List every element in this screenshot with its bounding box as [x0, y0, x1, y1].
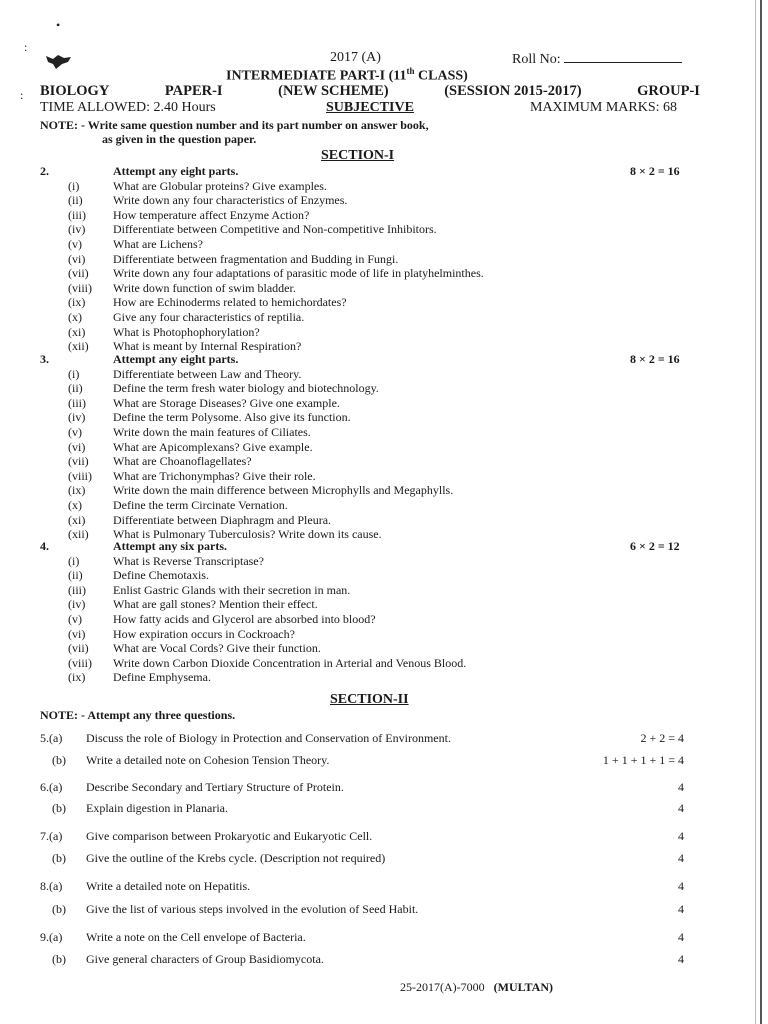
part-text: Differentiate between fragmentation and Budding in Fungi.	[113, 251, 399, 266]
group: GROUP-I	[637, 83, 700, 99]
part-number: (i)	[68, 366, 80, 381]
part-text: How fatty acids and Glycerol are absorbed into blood?	[113, 612, 376, 626]
board-logo-icon	[44, 50, 74, 72]
long-question-text: Write a detailed note on Hepatitis.	[86, 879, 251, 893]
long-question-marks: 4	[678, 930, 684, 944]
question-heading: Attempt any six parts.	[113, 539, 227, 553]
part-number: (i)	[68, 178, 80, 193]
paper-city: (MULTAN)	[493, 980, 553, 994]
part-text: How expiration occurs in Cockroach?	[113, 626, 295, 641]
scan-speck: :	[24, 40, 28, 54]
part-text: Define Chemotaxis.	[113, 568, 209, 583]
time-allowed: TIME ALLOWED: 2.40 Hours	[40, 100, 216, 115]
exam-title	[226, 66, 468, 85]
paper-footer	[400, 980, 553, 995]
scheme: (NEW SCHEME)	[278, 83, 389, 99]
part-number: (vi)	[68, 626, 86, 641]
part-text: How are Echinoderms related to hemichordates?	[113, 295, 347, 310]
part-text: Differentiate between Law and Theory.	[113, 366, 302, 381]
part-number: (vii)	[68, 641, 89, 656]
long-question-marks: 4	[678, 902, 684, 916]
part-number: (iii)	[68, 395, 86, 410]
part-number: (ix)	[68, 295, 86, 310]
long-question-label: (b)	[52, 851, 66, 865]
part-text: Differentiate between Diaphragm and Pleura.	[113, 512, 332, 527]
part-number: (v)	[68, 237, 82, 251]
question-number: 3.	[40, 352, 49, 366]
part-number: (iv)	[68, 597, 86, 612]
long-question-label: 5.(a)	[40, 731, 63, 745]
part-text: Write down Carbon Dioxide Concentration in Arterial and Venous Blood.	[113, 655, 467, 670]
roll-number	[512, 50, 682, 68]
long-question-label: 9.(a)	[40, 930, 63, 944]
part-text: What is Photophophorylation?	[113, 324, 260, 339]
part-number: (x)	[68, 310, 82, 324]
long-question-label: (b)	[52, 952, 66, 966]
part-number: (ii)	[68, 568, 83, 583]
part-text: What are Trichonymphas? Give their role.	[113, 468, 316, 483]
long-question-label: 7.(a)	[40, 829, 63, 843]
long-question-marks: 4	[678, 780, 684, 794]
part-text: What are Apicomplexans? Give example.	[113, 439, 313, 454]
paper-code: 25-2017(A)-7000	[400, 980, 485, 994]
part-number: (xi)	[68, 512, 86, 527]
scan-edge-inner	[755, 0, 756, 1024]
part-text: What is Pulmonary Tuberculosis? Write down its cause.	[113, 527, 382, 542]
part-number: (viii)	[68, 655, 92, 670]
part-text: What are Choanoflagellates?	[113, 454, 252, 469]
title-main: INTERMEDIATE PART-I (11	[226, 68, 407, 84]
part-number: (xii)	[68, 527, 89, 542]
part-text: Write down any four characteristics of Enzymes.	[113, 193, 348, 208]
long-question-marks: 2 + 2 = 4	[640, 731, 684, 745]
part-number: (v)	[68, 425, 82, 439]
part-number: (vi)	[68, 439, 86, 454]
part-number: (xi)	[68, 324, 86, 339]
question-number: 4.	[40, 539, 49, 553]
instruction-note: NOTE: - Write same question number and its part number on answer book,	[40, 118, 429, 132]
part-number: (vii)	[68, 266, 89, 281]
part-number: (i)	[68, 553, 80, 568]
part-text: What are Vocal Cords? Give their function.	[113, 641, 321, 656]
scan-edge	[760, 0, 762, 1024]
exam-year: 2017 (A)	[330, 50, 381, 65]
part-text: Define the term Circinate Vernation.	[113, 498, 288, 512]
long-question-text: Give the list of various steps involved in the evolution of Seed Habit.	[86, 902, 419, 916]
part-number: (viii)	[68, 280, 92, 295]
long-question-marks: 4	[678, 829, 684, 843]
part-text: Write down the main features of Ciliates.	[113, 425, 311, 439]
part-text: What are Lichens?	[113, 237, 203, 251]
long-question-text: Give general characters of Group Basidiomycota.	[86, 952, 324, 966]
part-text: Write down function of swim bladder.	[113, 280, 296, 295]
part-text: What are Storage Diseases? Give one example.	[113, 395, 340, 410]
section-2-title: SECTION-II	[330, 692, 409, 707]
part-number: (ii)	[68, 381, 83, 396]
long-question-marks: 4	[678, 801, 684, 815]
part-text: Define Emphysema.	[113, 670, 211, 685]
paper: PAPER-I	[164, 83, 223, 99]
long-question-text: Give comparison between Prokaryotic and Eukaryotic Cell.	[86, 829, 373, 843]
long-question-marks: 4	[678, 851, 684, 865]
part-text: What are gall stones? Mention their effect.	[113, 597, 318, 612]
long-question-label: (b)	[52, 801, 66, 815]
part-number: (ix)	[68, 483, 86, 498]
question-marks: 6 × 2 = 12	[630, 539, 680, 553]
question-heading: Attempt any eight parts.	[113, 352, 239, 366]
part-text: Define the term fresh water biology and biotechnology.	[113, 381, 379, 396]
long-question-marks: 4	[678, 952, 684, 966]
part-number: (ii)	[68, 193, 83, 208]
long-question-text: Explain digestion in Planaria.	[86, 801, 228, 815]
part-text: Write down the main difference between Microphylls and Megaphylls.	[113, 483, 454, 498]
part-number: (iii)	[68, 582, 86, 597]
part-number: (iii)	[68, 207, 86, 222]
part-number: (ix)	[68, 670, 86, 685]
long-question-label: 6.(a)	[40, 780, 63, 794]
title-tail: CLASS)	[414, 68, 468, 84]
question-heading: Attempt any eight parts.	[113, 164, 239, 178]
roll-label: Roll No:	[512, 52, 561, 67]
part-text: Give any four characteristics of reptilia.	[113, 310, 305, 324]
part-text: How temperature affect Enzyme Action?	[113, 207, 310, 222]
long-question-text: Discuss the role of Biology in Protection and Conservation of Environment.	[86, 731, 451, 745]
part-number: (v)	[68, 612, 82, 626]
long-question-label: (b)	[52, 902, 66, 916]
subject: BIOLOGY	[40, 83, 110, 99]
long-question-text: Describe Secondary and Tertiary Structure of Protein.	[86, 780, 344, 794]
long-question-marks: 1 + 1 + 1 + 1 = 4	[602, 753, 684, 767]
paper-info-row	[40, 83, 700, 100]
long-question-text: Write a detailed note on Cohesion Tension Theory.	[86, 753, 330, 767]
part-text: Differentiate between Competitive and Non-competitive Inhibitors.	[113, 222, 437, 237]
question-marks: 8 × 2 = 16	[630, 164, 680, 178]
part-number: (iv)	[68, 222, 86, 237]
part-number: (iv)	[68, 410, 86, 425]
part-number: (vii)	[68, 454, 89, 469]
roll-number-blank	[564, 50, 682, 63]
maximum-marks: MAXIMUM MARKS: 68	[530, 100, 678, 115]
part-number: (viii)	[68, 468, 92, 483]
section-2-note: NOTE: - Attempt any three questions.	[40, 708, 236, 722]
instruction-note-cont: as given in the question paper.	[102, 132, 257, 146]
part-number: (vi)	[68, 251, 86, 266]
long-question-text: Give the outline of the Krebs cycle. (Description not required)	[86, 851, 386, 865]
long-question-label: 8.(a)	[40, 879, 63, 893]
scan-speck: •	[56, 18, 61, 32]
long-question-marks: 4	[678, 879, 684, 893]
part-text: What is meant by Internal Respiration?	[113, 339, 302, 354]
part-text: What is Reverse Transcriptase?	[113, 553, 264, 568]
part-text: What are Globular proteins? Give examples.	[113, 178, 327, 193]
long-question-text: Write a note on the Cell envelope of Bacteria.	[86, 930, 306, 944]
section-1-title: SECTION-I	[321, 148, 395, 163]
part-number: (x)	[68, 498, 82, 512]
question-number: 2.	[40, 164, 49, 178]
session: (SESSION 2015-2017)	[444, 83, 582, 99]
paper-type: SUBJECTIVE	[326, 100, 414, 115]
long-question-label: (b)	[52, 753, 66, 767]
scan-speck: :	[20, 88, 24, 102]
part-text: Write down any four adaptations of parasitic mode of life in platyhelminthes.	[113, 266, 484, 281]
part-text: Enlist Gastric Glands with their secretion in man.	[113, 582, 351, 597]
question-marks: 8 × 2 = 16	[630, 352, 680, 366]
part-text: Define the term Polysome. Also give its function.	[113, 410, 351, 425]
part-number: (xii)	[68, 339, 89, 354]
title-superscript: th	[406, 66, 415, 76]
